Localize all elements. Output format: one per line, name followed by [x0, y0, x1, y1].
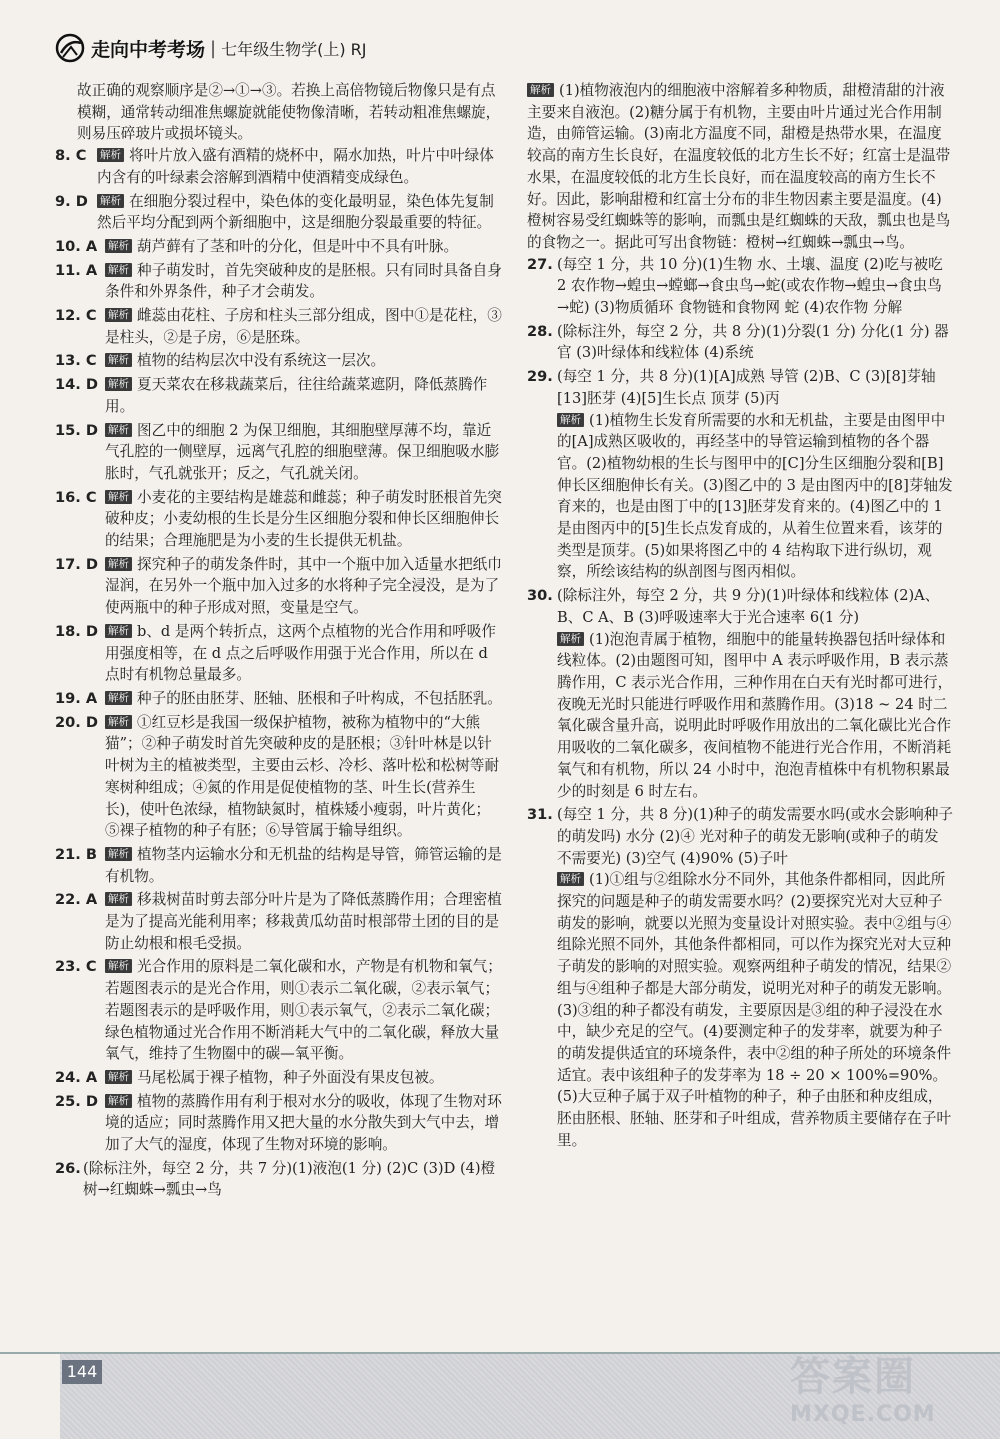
- analysis-tag: 解析: [105, 892, 132, 906]
- item-text: 小麦花的主要结构是雄蕊和雌蕊；种子萌发时胚根首先突破种皮；小麦幼根的生长是分生区细胞分裂和伸长区细胞伸长的结果；合理施肥是为小麦的生长提供无机盐。: [105, 488, 502, 550]
- analysis-tag: 解析: [105, 715, 132, 729]
- analysis-tag: 解析: [97, 194, 124, 208]
- item-text: 夏天菜农在移栽蔬菜后，往往给蔬菜遮阴，降低蒸腾作用。: [105, 376, 488, 415]
- brand-name: 走向中考考场: [91, 38, 206, 61]
- answer-item-20: [55, 712, 503, 842]
- answer-item-29: [527, 366, 953, 583]
- analysis-tag: 解析: [557, 872, 584, 886]
- item-number: 21. B: [55, 845, 98, 863]
- analysis-tag: 解析: [105, 423, 132, 437]
- answer-item-14: [55, 374, 503, 417]
- item-number: 9. D: [55, 192, 88, 210]
- item-number: 18. D: [55, 622, 99, 640]
- analysis-tag: 解析: [105, 490, 132, 504]
- item-text: 雌蕊由花柱、子房和柱头三部分组成，图中①是花柱，③是柱头，②是子房，⑥是胚珠。: [105, 307, 502, 346]
- item-text: 移栽树苗时剪去部分叶片是为了降低蒸腾作用；合理密植是为了提高光能利用率；移栽黄瓜幼苗时根部带土团的目的是防止幼根和根毛受损。: [105, 891, 502, 952]
- item-number: 15. D: [55, 421, 99, 439]
- item-number: 11. A: [55, 261, 98, 279]
- brand-logo-icon: [55, 33, 85, 63]
- left-column: [55, 80, 503, 1203]
- item-number: 13. C: [55, 352, 97, 370]
- item-number: 27.: [527, 255, 553, 273]
- analysis-tag: 解析: [527, 83, 554, 97]
- item-text: (每空 1 分，共 10 分)(1)生物 水、土壤、温度 (2)吃与被吃 2 农作物→蝗虫→螳螂→食虫鸟→蛇(或农作物→蝗虫→食虫鸟→蛇) (3)物质循环 食物链和食物网 蛇 (4)农作物 分解: [557, 255, 943, 317]
- analysis-tag: 解析: [105, 377, 132, 391]
- item-number: 19. A: [55, 689, 98, 707]
- header-separator: |: [210, 37, 217, 59]
- item-analysis: (1)植物生长发育所需要的水和无机盐，主要是由图甲中的[A]成熟区吸收的，再经茎中的导管运输到植物的各个器官。(2)植物幼根的生长与图甲中的[C]分生区细胞分裂和[B]伸长区细胞伸长有关。(3)图乙中的 3 是由图丙中的[8]芽轴发育来的，也是由图丁中的[13]胚芽发育来的。(4)图乙中的 1 是由图丙中的[5]生长点发育成的，从着生位置来看，该芽的类型是顶芽。(5)如果将图乙中的 4 结构取下进行纵切，观察，所绘该结构的纵剖图与图丙相似。: [557, 411, 953, 581]
- analysis-tag: 解析: [105, 691, 132, 705]
- analysis-tag: 解析: [557, 413, 584, 427]
- analysis-tag: 解析: [105, 959, 132, 973]
- watermark-en: MXQE.COM: [790, 1402, 936, 1427]
- item-number: 30.: [527, 587, 553, 605]
- item-number: 24. A: [55, 1068, 98, 1086]
- answer-item-21: [55, 844, 503, 887]
- answer-item-24: [55, 1067, 503, 1089]
- answer-item-15: [55, 420, 503, 485]
- page-number: 144: [62, 1360, 102, 1384]
- item-text: (除标注外，每空 2 分，共 9 分)(1)叶绿体和线粒体 (2)A、B、C A、B (3)呼吸速率大于光合速率 6(1 分): [557, 587, 940, 626]
- item-analysis: (1)①组与②组除水分不同外，其他条件都相同，因此所探究的问题是种子的萌发需要水吗？(2)要探究光对大豆种子萌发的影响，就要以光照为变量设计对照实验。表中②组与④组除光照不同外，其他条件都相同，可以作为探究光对大豆种子萌发的影响的对照实验。观察两组种子萌发的情况，结果②组与④组种子都是大部分萌发，说明光对种子的萌发无影响。(3)③组的种子都没有萌发，主要原因是③组的种子浸没在水中，缺少充足的空气。(4)要测定种子的发芽率，就要为种子的萌发提供适宜的环境条件，表中②组的种子所处的环境条件适宜。表中该组种子的发芽率为 18 ÷ 20 × 100%=90%。(5)大豆种子属于双子叶植物的种子，种子由胚和种皮组成，胚由胚根、胚轴、胚芽和子叶组成，营养物质主要储存在子叶里。: [557, 871, 952, 1149]
- item-text: 光合作用的原料是二氧化碳和水，产物是有机物和氧气；若题图表示的是光合作用，则①表示二氧化碳，②表示氧气；若题图表示的是呼吸作用，则①表示氧气，②表示二氧化碳；绿色植物通过光合作用不断消耗大气中的二氧化碳，释放大量氧气，维持了生物圈中的碳—氧平衡。: [105, 958, 502, 1063]
- item-number: 20. D: [55, 713, 99, 731]
- item-number: 28.: [527, 322, 553, 340]
- item-number: 29.: [527, 368, 553, 386]
- answer-item-11: [55, 260, 503, 303]
- item-number: 14. D: [55, 376, 99, 394]
- item-text: (除标注外，每空 2 分，共 7 分)(1)液泡(1 分) (2)C (3)D (4)橙树→红蜘蛛→瓢虫→鸟: [83, 1159, 496, 1199]
- item-text: 植物的结构层次中没有系统这一层次。: [137, 352, 386, 370]
- item-text: (每空 1 分，共 8 分)(1)种子的萌发需要水吗(或水会影响种子的萌发吗) 水分 (2)④ 光对种子的萌发无影响(或种子的萌发不需要光) (3)空气 (4)90% (5)子叶: [557, 806, 953, 867]
- right-column: [527, 80, 953, 1153]
- item-text: 在细胞分裂过程中，染色体的变化最明显，染色体先复制然后平均分配到两个新细胞中，这是细胞分裂最重要的特征。: [97, 192, 494, 232]
- answer-item-17: [55, 554, 503, 619]
- answer-item-26: [55, 1158, 503, 1201]
- item-text: 种子的胚由胚芽、胚轴、胚根和子叶构成，不包括胚乳。: [137, 689, 502, 707]
- left-intro: 故正确的观察顺序是②→①→③。若换上高倍物镜后物像只是有点模糊，通常转动细准焦螺旋就能使物像清晰，若转动粗准焦螺旋，则易压碎玻片或损坏镜头。: [77, 82, 501, 143]
- item-text: 图乙中的细胞 2 为保卫细胞，其细胞壁厚薄不均，靠近气孔腔的一侧壁厚，远离气孔腔的细胞壁薄。保卫细胞吸水膨胀时，气孔就张开；反之，气孔就关闭。: [105, 421, 500, 482]
- answer-item-16: [55, 487, 503, 552]
- item-text: 植物的蒸腾作用有利于根对水分的吸收，体现了生物对环境的适应；同时蒸腾作用又把大量的水分散失到大气中去，增加了大气的湿度，体现了生物对环境的影响。: [105, 1092, 502, 1154]
- answer-item-9: [55, 191, 503, 234]
- watermark-cn: 答案圈: [790, 1354, 916, 1400]
- answer-item-23: [55, 956, 503, 1065]
- right-intro: [527, 80, 953, 254]
- item-text: 植物茎内运输水分和无机盐的结构是导管，筛管运输的是有机物。: [105, 845, 502, 885]
- item-number: 12. C: [55, 307, 97, 325]
- answer-item-22: [55, 889, 503, 954]
- item-number: 26.: [55, 1159, 81, 1177]
- item-text: b、d 是两个转折点，这两个点植物的光合作用和呼吸作用强度相等，在 d 点之后呼吸作用强于光合作用，所以在 d 点时有机物总量最多。: [105, 622, 496, 684]
- analysis-tag: 解析: [105, 263, 132, 277]
- answer-item-19: [55, 688, 503, 710]
- answer-item-30: [527, 585, 953, 802]
- item-number: 10. A: [55, 237, 98, 255]
- item-analysis: (1)泡泡青属于植物，细胞中的能量转换器包括叶绿体和线粒体。(2)由题图可知，图甲中 A 表示呼吸作用，B 表示蒸腾作用，C 表示光合作用，三种作用在白天有光时都可进行，夜晚无光时只能进行呼吸作用和蒸腾作用。(3)18 ~ 24 时二氧化碳含量升高，说明此时呼吸作用放出的二氧化碳比光合作用吸收的二氧化碳多，夜间植物不能进行光合作用，不断消耗氧气和有机物，所以 24 小时中，泡泡青植株中有机物积累最少的时刻是 6 时左右。: [557, 630, 953, 800]
- item-number: 17. D: [55, 555, 99, 573]
- analysis-tag: 解析: [105, 353, 132, 367]
- answer-item-28: [527, 321, 953, 364]
- item-text: (每空 1 分，共 8 分)(1)[A]成熟 导管 (2)B、C (3)[8]芽轴 [13]胚芽 (4)[5]生长点 顶芽 (5)丙: [557, 368, 936, 407]
- answer-item-31: [527, 804, 953, 1151]
- answer-item-27: [527, 254, 953, 319]
- item-number: 22. A: [55, 891, 98, 909]
- item-number: 16. C: [55, 488, 97, 506]
- analysis-tag: 解析: [105, 624, 132, 638]
- item-text: 种子萌发时，首先突破种皮的是胚根。只有同时具备自身条件和外界条件，种子才会萌发。: [105, 261, 502, 301]
- watermark: [790, 1345, 980, 1435]
- item-text: ①红豆杉是我国一级保护植物，被称为植物中的“大熊猫”；②种子萌发时首先突破种皮的是胚根；③针叶林是以针叶树为主的植被类型，主要由云杉、冷杉、落叶松和松树等耐寒树种组成；④氮的作用是促使植物的茎、叶生长(营养生长)，使叶色浓绿，植物缺氮时，植株矮小瘦弱，叶片黄化；⑤裸子植物的种子有胚；⑥导管属于输导组织。: [105, 713, 500, 840]
- item-text: 探究种子的萌发条件时，其中一个瓶中加入适量水把纸巾湿润，在另外一个瓶中加入过多的水将种子完全浸没，是为了使两瓶中的种子形成对照，变量是空气。: [105, 555, 502, 617]
- analysis-tag: 解析: [97, 148, 124, 162]
- page-header: [55, 28, 955, 68]
- analysis-tag: 解析: [105, 1094, 132, 1108]
- answer-item-13: [55, 350, 503, 372]
- book-title: 七年级生物学(上) RJ: [221, 39, 367, 59]
- analysis-tag: 解析: [105, 308, 132, 322]
- answer-item-25: [55, 1091, 503, 1156]
- answer-item-8: [55, 145, 503, 188]
- intro-text: (1)植物液泡内的细胞液中溶解着多种物质，甜橙清甜的汁液主要来自液泡。(2)糖分属于有机物，主要由叶片通过光合作用制造，由筛管运输。(3)南北方温度不同，甜橙是热带水果，在温度较高的南方生长良好，在温度较低的北方生长不好；红富士是温带水果，在温度较低的北方生长良好，而在温度较高的南方生长不好。因此，影响甜橙和红富士分布的非生物因素主要是温度。(4)橙树容易受红蜘蛛等的影响，而瓢虫是红蜘蛛的天敌，瓢虫也是鸟的食物之一。据此可写出食物链：橙树→红蜘蛛→瓢虫→鸟。: [527, 82, 951, 251]
- answer-item-12: [55, 305, 503, 348]
- analysis-tag: 解析: [557, 632, 584, 646]
- item-number: 23. C: [55, 958, 97, 976]
- item-number: 25. D: [55, 1092, 99, 1110]
- item-number: 31.: [527, 806, 553, 824]
- analysis-tag: 解析: [105, 557, 132, 571]
- answer-item-18: [55, 621, 503, 686]
- item-number: 8. C: [55, 147, 87, 165]
- item-text: 葫芦藓有了茎和叶的分化，但是叶中不具有叶脉。: [137, 237, 459, 255]
- analysis-tag: 解析: [105, 847, 132, 861]
- item-text: 马尾松属于裸子植物，种子外面没有果皮包被。: [137, 1068, 444, 1086]
- analysis-tag: 解析: [105, 1070, 132, 1084]
- analysis-tag: 解析: [105, 239, 132, 253]
- answer-item-10: [55, 236, 503, 258]
- item-text: 将叶片放入盛有酒精的烧杯中，隔水加热，叶片中叶绿体内含有的叶绿素会溶解到酒精中使酒精变成绿色。: [97, 147, 494, 186]
- item-text: (除标注外，每空 2 分，共 8 分)(1)分裂(1 分) 分化(1 分) 器官 (3)叶绿体和线粒体 (4)系统: [557, 322, 949, 362]
